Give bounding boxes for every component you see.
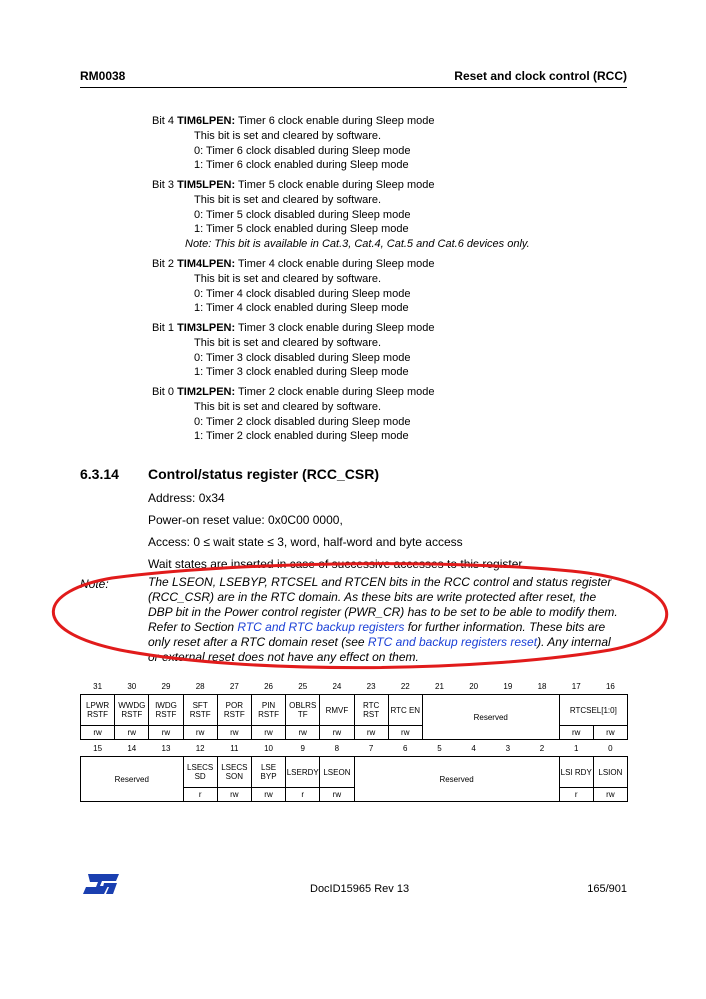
register-field-access: rw [149,726,183,740]
register-field-name: LSI RDY [559,757,593,788]
bit-index: 6 [403,743,408,753]
register-field-access: rw [217,726,251,740]
bit-index: 0 [608,743,613,753]
bit-index: 11 [230,743,239,753]
register-field-name: IWDG RSTF [149,695,183,726]
register-field-access: rw [286,726,320,740]
register-field-access: rw [251,788,285,802]
bit-detail-line: 1: Timer 3 clock enabled during Sleep mode [194,366,409,378]
bit-index: 24 [332,681,342,691]
bit-index: 8 [334,743,340,753]
bit-field-name: TIM6LPEN: [177,115,236,127]
register-field-access: rw [388,726,422,740]
bit-index: 19 [503,681,513,691]
register-field-access: rw [115,726,149,740]
bit-index: 14 [127,743,137,753]
register-field-access: rw [593,726,627,740]
register-field-name: LSION [593,757,627,788]
bit-index: 5 [437,743,442,753]
register-field-access: rw [217,788,251,802]
bit-detail-line: 0: Timer 5 clock disabled during Sleep mode [194,208,411,221]
bit-field-name: TIM4LPEN: [177,258,236,270]
bit-index: 2 [539,743,545,753]
ellipse-stroke [53,564,666,668]
footer-page-number: 165/901 [587,883,627,895]
bit-note: Note: This bit is available in Cat.3, Cat.4, Cat.5 and Cat.6 devices only. [185,237,530,250]
register-wait-states: Wait states are inserted in case of successive accesses to this register. [148,557,526,571]
link-rtc-backup-registers[interactable]: RTC and RTC backup registers [237,620,405,634]
register-field-access: r [559,788,593,802]
bit-detail-line: 1: Timer 2 clock enabled during Sleep mode [194,430,409,442]
bit-index: 26 [264,681,273,691]
bit-detail-line: 1: Timer 5 clock enabled during Sleep mode [194,223,409,235]
bit-detail-line: This bit is set and cleared by software. [194,337,382,349]
bit-index: 27 [229,681,239,691]
bit-index: 21 [435,681,444,691]
bit-detail-line: 1: Timer 4 clock enabled during Sleep mode [194,302,409,314]
bit-field-description: Timer 5 clock enable during Sleep mode [238,179,435,191]
bit-field-name: TIM5LPEN: [177,179,236,191]
register-field-name: WWDG RSTF [115,695,149,726]
bit-number: Bit 1 [152,322,175,334]
register-field-access: r [286,788,320,802]
register-field-name: SFT RSTF [183,695,217,726]
bit-detail-line: 0: Timer 3 clock disabled during Sleep mode [194,351,411,364]
bit-index: 17 [571,681,581,691]
bit-field-name: TIM3LPEN: [177,322,236,334]
bit-detail-line: 0: Timer 4 clock disabled during Sleep mode [194,287,411,300]
bit-detail-line: This bit is set and cleared by software. [194,273,382,285]
register-field-name: Reserved [81,757,184,802]
register-field-name: RTC EN [388,695,422,726]
bit-detail-line: This bit is set and cleared by software. [194,401,382,413]
section-title: Control/status register (RCC_CSR) [148,466,380,482]
header-doc-id: RM0038 [80,69,126,83]
header-chapter-title: Reset and clock control (RCC) [454,69,627,83]
register-field-access: rw [354,726,388,740]
register-field-access: rw [251,726,285,740]
bit-number: Bit 3 [152,179,175,191]
bit-field-description: Timer 4 clock enable during Sleep mode [238,258,435,270]
note-text-part: ). Any internal or external reset does not have any effect on them. [148,635,611,664]
register-field-name: Reserved [354,757,559,802]
bit-index: 16 [605,681,615,691]
bit-index: 22 [400,681,410,691]
bit-index: 29 [161,681,171,691]
bit-index: 31 [93,681,103,691]
register-field-access: rw [183,726,217,740]
bit-index: 15 [93,743,103,753]
register-field-name: RTC RST [354,695,388,726]
section-number: 6.3.14 [80,466,119,482]
register-field-access: rw [593,788,627,802]
register-field-name: RTCSEL[1:0] [559,695,627,726]
register-field-name: LSECS SD [183,757,217,788]
register-field-access: rw [81,726,115,740]
register-field-access: rw [320,726,354,740]
bit-index: 23 [366,681,376,691]
bit-index: 28 [195,681,205,691]
bit-index: 18 [537,681,547,691]
link-rtc-backup-registers-reset[interactable]: RTC and backup registers reset [367,635,538,649]
bit-number: Bit 4 [152,115,175,127]
note-label: Note: [80,577,109,591]
bit-index: 20 [469,681,479,691]
register-reset-value: Power-on reset value: 0x0C00 0000, [148,513,343,527]
bit-number: Bit 0 [152,386,175,398]
bit-index: 13 [161,743,171,753]
register-field-name: Reserved [422,695,559,740]
note-text-part: The LSEON, LSEBYP, RTCSEL and RTCEN bits in the RCC control and status register (RCC_CSR) are in the RTC domain. As these bits are write protected after reset, the DBP bit in the Power control register (PWR_CR) has to be set to be able to modify them. Refer to Section [148,575,618,634]
register-field-name: LSE BYP [251,757,285,788]
st-logo-icon [82,873,120,895]
register-address: Address: 0x34 [148,491,225,505]
footer-doc-revision: DocID15965 Rev 13 [310,883,410,895]
bit-index: 7 [368,743,374,753]
register-field-name: OBLRS TF [286,695,320,726]
register-field-access: r [183,788,217,802]
bit-index: 10 [264,743,273,753]
bit-detail-line: This bit is set and cleared by software. [194,194,382,206]
register-field-name: LSECS SON [217,757,251,788]
bit-field-description: Timer 6 clock enable during Sleep mode [238,115,435,127]
register-access: Access: 0 ≤ wait state ≤ 3, word, half-word and byte access [148,535,463,549]
bit-index: 30 [127,681,137,691]
register-field-name: POR RSTF [217,695,251,726]
register-field-name: PIN RSTF [251,695,285,726]
bit-index: 25 [298,681,308,691]
register-field-name: LSERDY [286,757,320,788]
bit-index: 3 [505,743,511,753]
bit-field-name: TIM2LPEN: [177,386,236,398]
bit-detail-line: 1: Timer 6 clock enabled during Sleep mode [194,159,409,171]
bit-number: Bit 2 [152,258,175,270]
register-field-access: rw [559,726,593,740]
bit-field-description: Timer 2 clock enable during Sleep mode [238,386,435,398]
bit-detail-line: 0: Timer 6 clock disabled during Sleep mode [194,144,411,157]
bit-index: 12 [195,743,205,753]
bit-index: 1 [573,743,579,753]
register-field-name: LPWR RSTF [81,695,115,726]
register-field-name: RMVF [320,695,354,726]
register-field-name: LSEON [320,757,354,788]
register-bit-table [80,678,628,802]
bit-detail-line: 0: Timer 2 clock disabled during Sleep mode [194,415,411,428]
register-field-access: rw [320,788,354,802]
bit-field-description: Timer 3 clock enable during Sleep mode [238,322,435,334]
bit-detail-line: This bit is set and cleared by software. [194,130,382,142]
bit-index: 4 [471,743,476,753]
bit-index: 9 [300,743,305,753]
note-text-part: for further information. These bits are only reset after a RTC domain reset (see [148,620,606,649]
